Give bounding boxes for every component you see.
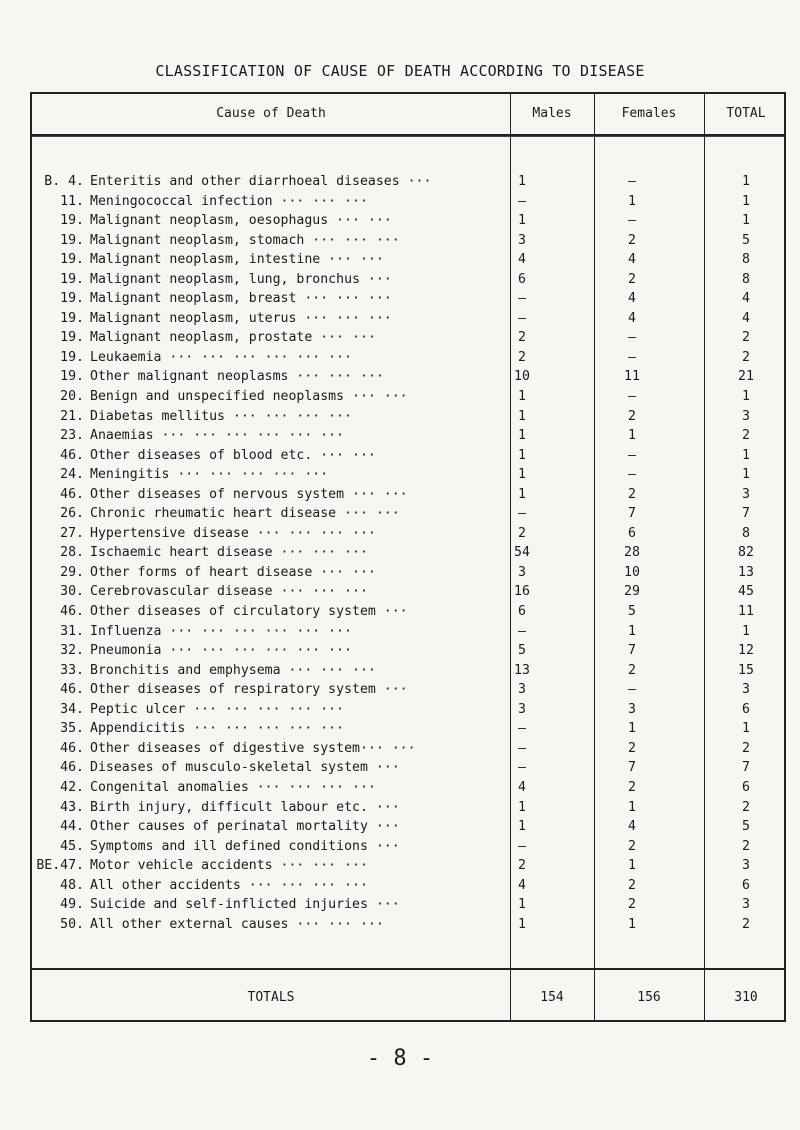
table-row: [32, 485, 788, 505]
row-females: 2: [628, 877, 636, 893]
row-cause: Influenza ··· ··· ··· ··· ··· ···: [90, 623, 353, 639]
row-cause: Other diseases of respiratory system ···: [90, 682, 408, 698]
row-code: 30.: [60, 584, 84, 600]
row-code: BE.47.: [36, 858, 84, 874]
table-row: [32, 661, 788, 681]
row-code: 19.: [60, 232, 84, 248]
row-cause: Enteritis and other diarrhoeal diseases ···: [90, 174, 432, 189]
row-total: 7: [742, 506, 750, 522]
row-total: 6: [742, 877, 750, 893]
row-total: 8: [742, 252, 750, 268]
row-cause: Malignant neoplasm, prostate ··· ···: [90, 330, 376, 346]
row-cause: Leukaemia ··· ··· ··· ··· ··· ···: [90, 349, 353, 365]
row-code: 19.: [60, 252, 84, 268]
row-total: 82: [738, 545, 754, 561]
table-row: [32, 270, 788, 290]
row-females: 11: [624, 369, 640, 385]
table-row: [32, 328, 788, 348]
row-cause: Symptoms and ill defined conditions ···: [90, 838, 400, 854]
row-total: 1: [742, 467, 750, 483]
row-cause: All other external causes ··· ··· ···: [90, 916, 384, 932]
row-total: 1: [742, 623, 750, 639]
row-total: 3: [742, 897, 750, 913]
row-males: 1: [518, 447, 526, 463]
row-cause: Meningitis ··· ··· ··· ··· ···: [90, 467, 329, 483]
header-females: Females: [621, 106, 677, 121]
row-code: 35.: [60, 721, 84, 737]
table-row: [32, 915, 788, 935]
row-cause: Chronic rheumatic heart disease ··· ···: [90, 506, 400, 522]
row-total: 15: [738, 662, 754, 678]
row-code: 27.: [60, 525, 84, 541]
row-males: 4: [518, 779, 526, 795]
row-females: 5: [628, 604, 636, 620]
row-cause: Other diseases of blood etc. ··· ···: [90, 447, 376, 463]
row-cause: Congenital anomalies ··· ··· ··· ···: [90, 779, 376, 795]
row-code: 44.: [60, 819, 84, 835]
row-code: 46.: [60, 604, 84, 620]
row-total: 3: [742, 486, 750, 502]
row-cause: Pneumonia ··· ··· ··· ··· ··· ···: [90, 643, 353, 659]
row-females: 1: [628, 623, 636, 639]
row-code: 34.: [60, 701, 84, 717]
row-males: 2: [518, 330, 526, 346]
row-cause: Hypertensive disease ··· ··· ··· ···: [90, 525, 376, 541]
row-males: –: [518, 506, 526, 522]
table-row: [32, 602, 788, 622]
row-cause: Anaemias ··· ··· ··· ··· ··· ···: [90, 428, 345, 444]
row-total: 3: [742, 408, 750, 424]
row-total: 12: [738, 643, 754, 659]
table-row: [32, 641, 788, 661]
row-females: 1: [628, 721, 636, 737]
row-females: –: [628, 389, 636, 405]
row-males: 1: [518, 819, 526, 835]
table-row: [32, 739, 788, 759]
row-females: –: [628, 174, 636, 189]
table-row: [32, 856, 788, 876]
row-males: –: [518, 721, 526, 737]
totals-label: TOTALS: [247, 990, 295, 1005]
row-cause: Other forms of heart disease ··· ···: [90, 564, 376, 580]
row-total: 1: [742, 213, 750, 229]
row-females: 1: [628, 428, 636, 444]
table-row: [32, 563, 788, 583]
row-females: –: [628, 447, 636, 463]
table-row: [32, 465, 788, 485]
table-row: [32, 348, 788, 368]
row-code: 23.: [60, 428, 84, 444]
row-cause: Other causes of perinatal mortality ···: [90, 819, 400, 835]
row-cause: Malignant neoplasm, stomach ··· ··· ···: [90, 232, 400, 248]
row-code: 49.: [60, 897, 84, 913]
row-females: 7: [628, 643, 636, 659]
table-row: [32, 876, 788, 896]
header-cause: Cause of Death: [216, 106, 326, 121]
row-males: 3: [518, 701, 526, 717]
row-total: 5: [742, 819, 750, 835]
row-code: 19.: [60, 369, 84, 385]
table-row: [32, 622, 788, 642]
row-males: 3: [518, 682, 526, 698]
row-code: 50.: [60, 916, 84, 932]
row-females: 2: [628, 779, 636, 795]
row-females: 3: [628, 701, 636, 717]
row-code: 32.: [60, 643, 84, 659]
row-females: 2: [628, 486, 636, 502]
row-total: 21: [738, 369, 754, 385]
row-cause: Suicide and self-inflicted injuries ···: [90, 897, 400, 913]
row-males: 4: [518, 877, 526, 893]
row-females: 28: [624, 545, 640, 561]
table-row: [32, 504, 788, 524]
row-code: 45.: [60, 838, 84, 854]
table-row: [32, 582, 788, 602]
row-cause: Peptic ulcer ··· ··· ··· ··· ···: [90, 701, 345, 717]
row-females: –: [628, 330, 636, 346]
row-males: 1: [518, 408, 526, 424]
row-males: –: [518, 838, 526, 854]
table-row: [32, 543, 788, 563]
row-males: 1: [518, 428, 526, 444]
row-females: –: [628, 349, 636, 365]
row-total: 3: [742, 858, 750, 874]
row-females: 1: [628, 193, 636, 209]
row-code: 19.: [60, 291, 84, 307]
row-cause: Malignant neoplasm, uterus ··· ··· ···: [90, 310, 392, 326]
table-row: [32, 798, 788, 818]
row-males: 2: [518, 525, 526, 541]
row-females: –: [628, 467, 636, 483]
row-males: 54: [514, 545, 530, 561]
row-cause: Malignant neoplasm, oesophagus ··· ···: [90, 213, 392, 229]
row-code: 46.: [60, 447, 84, 463]
row-total: 6: [742, 701, 750, 717]
row-total: 2: [742, 799, 750, 815]
row-total: 1: [742, 447, 750, 463]
row-females: 6: [628, 525, 636, 541]
row-total: 7: [742, 760, 750, 776]
row-total: 2: [742, 428, 750, 444]
totals-females: 156: [637, 990, 661, 1005]
row-cause: Motor vehicle accidents ··· ··· ···: [90, 858, 368, 874]
row-males: 1: [518, 897, 526, 913]
row-total: 1: [742, 721, 750, 737]
row-code: 29.: [60, 564, 84, 580]
row-cause: Birth injury, difficult labour etc. ···: [90, 799, 400, 815]
row-males: 3: [518, 564, 526, 580]
row-code: 26.: [60, 506, 84, 522]
row-females: 4: [628, 310, 636, 326]
table-row: [32, 231, 788, 251]
row-code: B. 4.: [44, 174, 84, 189]
row-females: 2: [628, 838, 636, 854]
row-males: –: [518, 760, 526, 776]
row-code: 46.: [60, 486, 84, 502]
row-cause: Other malignant neoplasms ··· ··· ···: [90, 369, 384, 385]
header-males: Males: [532, 106, 572, 121]
row-cause: Malignant neoplasm, intestine ··· ···: [90, 252, 384, 268]
totals-total: 310: [734, 990, 758, 1005]
table-row: [32, 778, 788, 798]
table-row: [32, 192, 788, 212]
row-males: 1: [518, 486, 526, 502]
row-code: 33.: [60, 662, 84, 678]
row-males: 4: [518, 252, 526, 268]
row-cause: Meningococcal infection ··· ··· ···: [90, 193, 368, 209]
row-females: 7: [628, 760, 636, 776]
row-females: –: [628, 213, 636, 229]
table-row: [32, 172, 788, 192]
row-code: 19.: [60, 271, 84, 287]
row-code: 48.: [60, 877, 84, 893]
table-row: [32, 700, 788, 720]
row-cause: Ischaemic heart disease ··· ··· ···: [90, 545, 368, 561]
table-row: [32, 309, 788, 329]
row-total: 4: [742, 291, 750, 307]
row-total: 2: [742, 349, 750, 365]
row-males: 13: [514, 662, 530, 678]
table-row: [32, 289, 788, 309]
row-females: 2: [628, 740, 636, 756]
table-row: [32, 407, 788, 427]
table-row: [32, 367, 788, 387]
row-code: 19.: [60, 349, 84, 365]
row-code: 28.: [60, 545, 84, 561]
row-total: 2: [742, 330, 750, 346]
row-code: 19.: [60, 213, 84, 229]
row-females: 4: [628, 291, 636, 307]
row-females: 2: [628, 897, 636, 913]
row-females: 29: [624, 584, 640, 600]
page-title: CLASSIFICATION OF CAUSE OF DEATH ACCORDING TO DISEASE: [155, 62, 645, 80]
totals-males: 154: [540, 990, 564, 1005]
row-cause: Diabetas mellitus ··· ··· ··· ···: [90, 408, 353, 424]
row-code: 42.: [60, 779, 84, 795]
row-males: 2: [518, 349, 526, 365]
table-row: [32, 211, 788, 231]
row-males: –: [518, 291, 526, 307]
table-row: [32, 446, 788, 466]
row-males: –: [518, 193, 526, 209]
row-females: 1: [628, 799, 636, 815]
row-total: 1: [742, 174, 750, 189]
row-cause: All other accidents ··· ··· ··· ···: [90, 877, 368, 893]
table-row: [32, 250, 788, 270]
row-females: 2: [628, 408, 636, 424]
row-females: 1: [628, 858, 636, 874]
table-row: [32, 680, 788, 700]
row-females: 4: [628, 819, 636, 835]
table-row: [32, 837, 788, 857]
totals-rule: [32, 968, 784, 970]
row-males: 2: [518, 858, 526, 874]
row-cause: Other diseases of digestive system··· ···: [90, 740, 416, 756]
row-code: 31.: [60, 623, 84, 639]
row-code: 46.: [60, 682, 84, 698]
table-row: [32, 895, 788, 915]
table-body: [32, 172, 788, 934]
table-row: [32, 719, 788, 739]
row-total: 5: [742, 232, 750, 248]
row-females: 2: [628, 662, 636, 678]
row-cause: Diseases of musculo-skeletal system ···: [90, 760, 400, 776]
row-code: 46.: [60, 760, 84, 776]
header-total: TOTAL: [726, 106, 766, 121]
row-females: 2: [628, 271, 636, 287]
table-row: [32, 524, 788, 544]
row-males: 3: [518, 232, 526, 248]
table-row: [32, 426, 788, 446]
row-total: 2: [742, 916, 750, 932]
table-row: [32, 758, 788, 778]
row-code: 19.: [60, 330, 84, 346]
row-cause: Other diseases of nervous system ··· ···: [90, 486, 408, 502]
row-total: 1: [742, 193, 750, 209]
row-code: 11.: [60, 193, 84, 209]
row-males: 5: [518, 643, 526, 659]
row-total: 8: [742, 271, 750, 287]
row-cause: Benign and unspecified neoplasms ··· ···: [90, 389, 408, 405]
row-males: –: [518, 310, 526, 326]
row-cause: Other diseases of circulatory system ···: [90, 604, 408, 620]
row-males: –: [518, 623, 526, 639]
row-females: 1: [628, 916, 636, 932]
table-row: [32, 387, 788, 407]
row-males: 6: [518, 604, 526, 620]
row-total: 6: [742, 779, 750, 795]
row-total: 4: [742, 310, 750, 326]
row-cause: Cerebrovascular disease ··· ··· ···: [90, 584, 368, 600]
row-males: 1: [518, 174, 526, 189]
row-total: 1: [742, 389, 750, 405]
row-total: 45: [738, 584, 754, 600]
row-females: 2: [628, 232, 636, 248]
row-males: 1: [518, 213, 526, 229]
row-males: 10: [514, 369, 530, 385]
cause-of-death-table: [30, 92, 786, 1022]
row-code: 21.: [60, 408, 84, 424]
row-males: 1: [518, 916, 526, 932]
row-males: –: [518, 740, 526, 756]
row-females: 10: [624, 564, 640, 580]
row-females: 4: [628, 252, 636, 268]
page-number: - 8 -: [366, 1046, 434, 1071]
row-code: 24.: [60, 467, 84, 483]
row-cause: Malignant neoplasm, lung, bronchus ···: [90, 271, 392, 287]
row-code: 20.: [60, 389, 84, 405]
row-code: 46.: [60, 740, 84, 756]
row-males: 16: [514, 584, 530, 600]
row-males: 1: [518, 799, 526, 815]
row-cause: Bronchitis and emphysema ··· ··· ···: [90, 662, 376, 678]
row-total: 13: [738, 564, 754, 580]
row-cause: Appendicitis ··· ··· ··· ··· ···: [90, 721, 345, 737]
row-total: 2: [742, 740, 750, 756]
row-cause: Malignant neoplasm, breast ··· ··· ···: [90, 291, 392, 307]
row-total: 3: [742, 682, 750, 698]
row-females: 7: [628, 506, 636, 522]
row-males: 1: [518, 389, 526, 405]
row-total: 2: [742, 838, 750, 854]
table-row: [32, 817, 788, 837]
row-males: 6: [518, 271, 526, 287]
row-code: 19.: [60, 310, 84, 326]
row-total: 11: [738, 604, 754, 620]
row-code: 43.: [60, 799, 84, 815]
row-females: –: [628, 682, 636, 698]
row-total: 8: [742, 525, 750, 541]
header-rule: [32, 136, 784, 137]
row-males: 1: [518, 467, 526, 483]
